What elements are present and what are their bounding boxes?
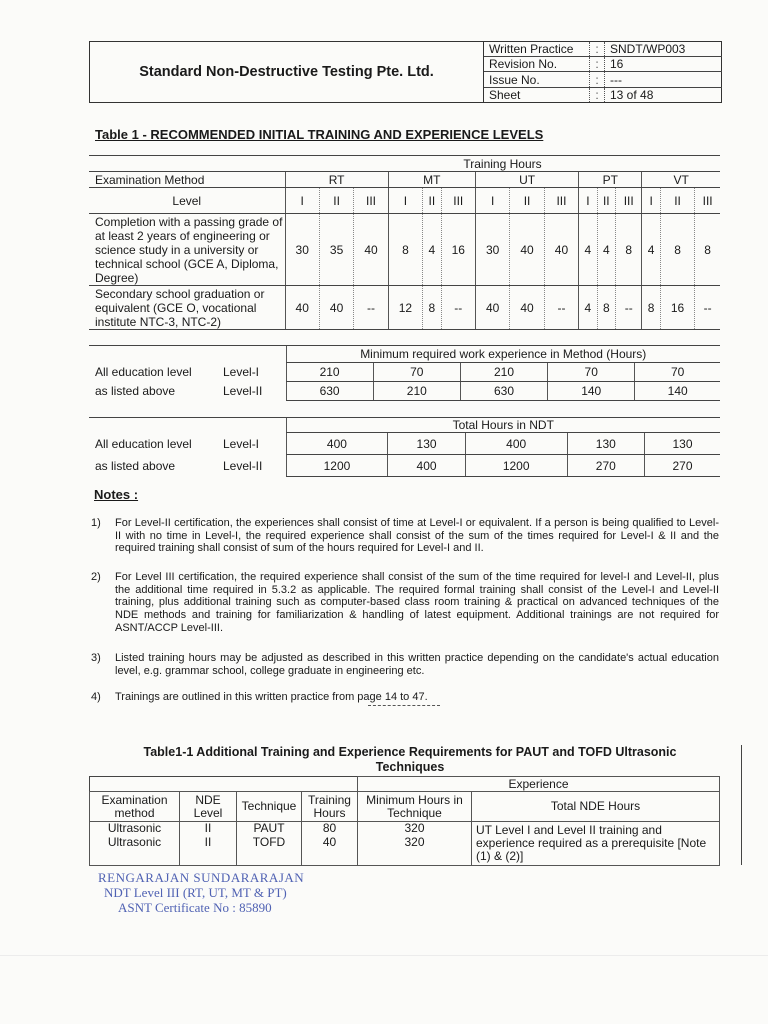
document-control-block (483, 42, 722, 102)
certification-stamp (98, 870, 304, 915)
level-header: III (616, 188, 642, 214)
note-item (91, 691, 719, 704)
training-hours-cell: 4 (579, 214, 597, 286)
stamp-certificate: ASNT Certificate No : 85890 (118, 900, 272, 915)
training-hours-cell: -- (354, 286, 388, 330)
table11-title (110, 745, 710, 775)
column-header: Training Hours (302, 792, 358, 822)
level-header: I (642, 188, 660, 214)
training-hours-cell: -- (695, 286, 720, 330)
hours-cell: 140 (548, 382, 635, 401)
training-hours-cell: 8 (597, 286, 615, 330)
note-text: Trainings are outlined in this written practice from page 14 to 47. (115, 691, 428, 703)
method-header: PT (579, 172, 642, 188)
group-label: All education level (95, 436, 192, 451)
note-text: Listed training hours may be adjusted as described in this written practice depending on the candidate's actual education level, e.g. grammar school, college graduate in engineering etc. (115, 652, 719, 677)
column-header: Technique (237, 792, 302, 822)
training-hours-cell: -- (441, 286, 475, 330)
page-edge (0, 955, 768, 956)
stamp-qualification: NDT Level III (RT, UT, MT & PT) (104, 885, 287, 900)
table11-title-line: Table1-1 Additional Training and Experience Requirements for PAUT and TOFD Ultrasonic (143, 745, 677, 759)
training-hours-cell: 40 (319, 286, 353, 330)
level-cell: II (180, 822, 237, 836)
level-header: II (423, 188, 441, 214)
method-cell: Ultrasonic (90, 836, 180, 866)
table11-title-line: Techniques (375, 760, 445, 774)
training-hours-cell: 4 (579, 286, 597, 330)
company-name: Standard Non-Destructive Testing Pte. Ltd. (139, 64, 434, 80)
training-hours-cell: 40 (510, 286, 544, 330)
training-hours-cell: 30 (475, 214, 509, 286)
note-number: 4) (91, 691, 101, 703)
minimum-cell: 320 (358, 822, 472, 836)
level-cell: Level-II (223, 458, 263, 473)
training-hours-table (89, 155, 720, 330)
control-value: 16 (605, 57, 723, 72)
training-hours-cell: 40 (510, 214, 544, 286)
level-header: I (285, 188, 319, 214)
technique-cell: PAUT (237, 822, 302, 836)
control-key: Sheet (489, 87, 521, 102)
training-hours-cell: 4 (642, 214, 660, 286)
level-cell: Level-II (223, 384, 263, 398)
table-row (90, 822, 720, 836)
method-header: VT (642, 172, 720, 188)
training-hours-cell: 8 (388, 214, 422, 286)
training-hours-header: Training Hours (285, 156, 720, 172)
stamp-name: RENGARAJAN SUNDARARAJAN (98, 870, 305, 885)
note-number: 3) (91, 652, 101, 664)
note-item (91, 571, 719, 635)
level-header: III (695, 188, 720, 214)
method-cell: Ultrasonic (90, 822, 180, 836)
control-key: Issue No. (484, 72, 590, 87)
total-nde-hours-cell: UT Level I and Level II training and experience required as a prerequisite [Note (1) & (2)] (472, 822, 720, 866)
note-item (91, 517, 719, 555)
hours-cell: 130 (567, 433, 644, 455)
hours-cell: 1200 (286, 455, 388, 477)
hours-cell: 70 (373, 363, 460, 382)
training-hours-cell: 4 (597, 214, 615, 286)
hours-cell: 400 (286, 433, 388, 455)
control-value: 13 of 48 (610, 87, 654, 102)
table1-title: Table 1 - RECOMMENDED INITIAL TRAINING AND EXPERIENCE LEVELS (95, 127, 544, 142)
method-header: MT (388, 172, 475, 188)
hours-cell: 630 (286, 382, 373, 401)
training-hours-cell: 8 (642, 286, 660, 330)
training-hours-cell: 40 (285, 286, 319, 330)
training-hours-cell: 4 (423, 214, 441, 286)
training-hours-cell: 16 (660, 286, 694, 330)
exam-method-label: Examination Method (89, 172, 285, 188)
level-header: II (510, 188, 544, 214)
training-hours-cell: 8 (423, 286, 441, 330)
column-header: Total NDE Hours (472, 792, 720, 822)
document-header (89, 41, 722, 103)
control-row: Written Practice : SNDT/WP003 (484, 42, 722, 57)
note-text: For Level-II certification, the experiences shall consist of time at Level-I or equivalent. If a person is being qualified to Level-II with no time in Level-I, the required experience shall consist of the sum of the times required for Level-I & II and the required training shall consist of sum of the hours required for Level-I and II. (115, 517, 719, 555)
column-header: Minimum Hours in Technique (358, 792, 472, 822)
training-hours-cell: 30 (285, 214, 319, 286)
level-header: II (597, 188, 615, 214)
hours-cell: 630 (460, 382, 547, 401)
hours-cell: 70 (548, 363, 635, 382)
level-cell: II (180, 836, 237, 866)
note-number: 2) (91, 571, 101, 583)
level-header: III (544, 188, 578, 214)
training-hours-cell: 16 (441, 214, 475, 286)
level-header: I (475, 188, 509, 214)
note-number: 1) (91, 517, 101, 529)
training-hours-cell: 35 (319, 214, 353, 286)
training-hours-cell: 40 (354, 214, 388, 286)
control-value: SNDT/WP003 (605, 42, 723, 57)
hours-cell: 130 (644, 433, 720, 455)
note-item (91, 652, 719, 677)
group-label: as listed above (95, 384, 176, 398)
hours-cell: 400 (465, 433, 567, 455)
notes-title: Notes : (94, 487, 139, 502)
total-hours-header: Total Hours in NDT (286, 418, 720, 433)
level-header: I (579, 188, 597, 214)
level-header: III (441, 188, 475, 214)
training-hours-cell: 12 (388, 286, 422, 330)
training-hours-cell: 40 (544, 214, 578, 286)
training-hours-cell: 40 (475, 286, 509, 330)
minimum-cell: 320 (358, 836, 472, 866)
hours-cell: 1200 (465, 455, 567, 477)
hours-cell: 400 (388, 455, 465, 477)
technique-cell: TOFD (237, 836, 302, 866)
control-row: Sheet : 13 of 48 (484, 87, 722, 102)
method-header: RT (285, 172, 388, 188)
control-key: Written Practice (484, 42, 590, 57)
level-header: I (388, 188, 422, 214)
level-header: II (660, 188, 694, 214)
training-hours-cell: -- (544, 286, 578, 330)
training-hours-cell: 8 (695, 214, 720, 286)
column-header: NDE Level (180, 792, 237, 822)
training-hours-cell: -- (616, 286, 642, 330)
training-hours-cell: 8 (660, 214, 694, 286)
training-cell: 80 (302, 822, 358, 836)
education-row-label: Completion with a passing grade of at least 2 years of engineering or science study in a university or technical school (GCE A, Diploma, Degree) (89, 214, 285, 286)
hours-cell: 210 (460, 363, 547, 382)
hours-cell: 140 (635, 382, 720, 401)
divider (368, 705, 440, 706)
group-label: as listed above (95, 458, 176, 473)
level-cell: Level-I (223, 436, 260, 451)
control-value: --- (605, 72, 723, 87)
control-row: Revision No. : 16 (484, 57, 722, 72)
note-text: For Level III certification, the required experience shall consist of the sum of the time required for level-I and Level-II, plus the additional time required in 5.3.2 as applicable. The required formal training shall consist of the Level-I and Level-II training, plus additional training such as computer-based class room training & practical on advanced techniques of the NDE methods and training for familiarization & handling of latest equipment. Additional trainings are not required for ASNT/ACCP Level-III. (115, 571, 719, 634)
level-header: III (354, 188, 388, 214)
level-cell: Level-I (223, 365, 260, 379)
work-experience-header: Minimum required work experience in Method (Hours) (286, 346, 720, 363)
experience-header: Experience (358, 777, 720, 792)
level-header: II (319, 188, 353, 214)
education-row-label: Secondary school graduation or equivalent (GCE O, vocational institute NTC-3, NTC-2) (89, 286, 285, 330)
training-cell: 40 (302, 836, 358, 866)
margin-line (741, 745, 742, 865)
method-header: UT (475, 172, 578, 188)
level-label: Level (89, 188, 285, 214)
hours-cell: 270 (567, 455, 644, 477)
control-row: Issue No. : --- (484, 72, 722, 87)
hours-cell: 70 (635, 363, 720, 382)
total-hours-table (89, 417, 720, 477)
paut-tofd-table (89, 776, 720, 866)
hours-cell: 270 (644, 455, 720, 477)
hours-cell: 210 (373, 382, 460, 401)
column-header: Examination method (90, 792, 180, 822)
group-label: All education level (95, 365, 192, 379)
hours-cell: 210 (286, 363, 373, 382)
control-key: Revision No. (484, 57, 590, 72)
work-experience-table (89, 345, 720, 401)
hours-cell: 130 (388, 433, 465, 455)
training-hours-cell: 8 (616, 214, 642, 286)
